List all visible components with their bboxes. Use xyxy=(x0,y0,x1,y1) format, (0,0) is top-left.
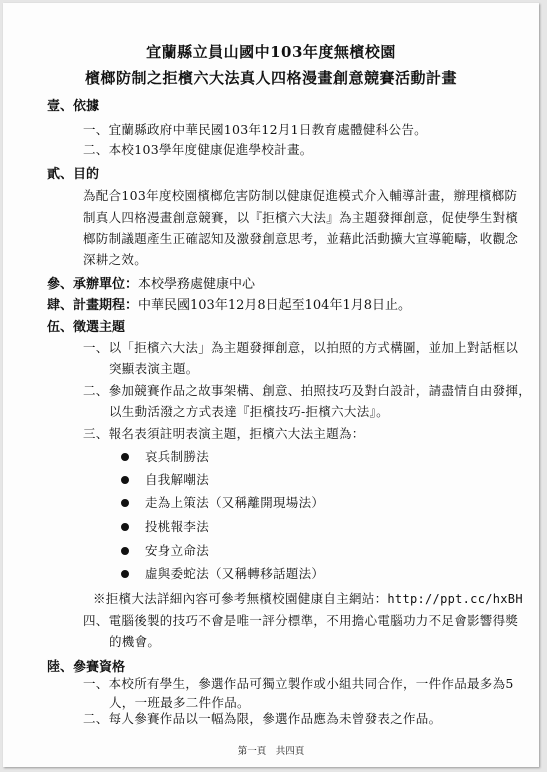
schedule-text: 中華民國103年12月8日起至104年1月8日止。 xyxy=(138,298,411,313)
purpose-line-1: 為配合103年度校園檳榔危害防制以健康促進模式介入輔導計畫，辦理檳榔防 xyxy=(83,188,518,203)
bullet-icon xyxy=(121,476,129,484)
purpose-line-2: 制真人四格漫畫創意競賽，以『拒檳六大法』為主題發揮創意，促使學生對檳 xyxy=(83,210,519,225)
method-list-item: 自我解嘲法 xyxy=(121,470,209,488)
theme-item1-line2: 突顯表演主題。 xyxy=(109,361,199,376)
method-list-item: 安身立命法 xyxy=(121,541,209,559)
page-number: 第一頁 共四頁 xyxy=(237,746,305,757)
section-heading-eligibility: 陸、參賽資格 xyxy=(47,660,126,675)
method-list-item: 哀兵制勝法 xyxy=(121,447,209,465)
eligibility-item1-line1: 一、本校所有學生，參選作品可獨立製作或小組共同合作，一件作品最多為5 xyxy=(83,676,514,691)
website-link[interactable]: http://ppt.cc/hxBH xyxy=(387,592,523,606)
theme-item2-line1: 二、參加競賽作品之故事架構、創意、拍照技巧及對白設計，請盡情自由發揮， xyxy=(83,383,532,398)
method-list-item: 投桃報李法 xyxy=(121,517,209,535)
document-page xyxy=(3,3,539,767)
bullet-icon xyxy=(121,570,129,578)
website-note-text: ※拒檳大法詳細內容可參考無檳校園健康自主網站： xyxy=(93,591,388,606)
method-list-item: 虛與委蛇法（又稱轉移話題法） xyxy=(121,564,324,582)
purpose-line-4: 深耕之效。 xyxy=(83,252,148,267)
document-title-line1: 宜蘭縣立員山國中103年度無檳校園 xyxy=(146,43,396,61)
bullet-icon xyxy=(121,547,129,555)
section-heading-theme: 伍、徵選主題 xyxy=(47,320,126,335)
theme-item4-line1: 四、電腦後製的技巧不會是唯一評分標準，不用擔心電腦功力不足會影響得獎 xyxy=(83,613,519,628)
basis-item-2: 二、本校103學年度健康促進學校計畫。 xyxy=(83,142,313,157)
purpose-line-3: 榔防制議題產生正確認知及激發創意思考，並藉此活動擴大宣導範疇，收觀念 xyxy=(83,231,519,246)
theme-item3: 三、報名表須註明表演主題，拒檳六大法主題為： xyxy=(83,426,365,441)
section-schedule xyxy=(47,294,411,313)
document-title-line2: 檳榔防制之拒檳六大法真人四格漫畫創意競賽活動計畫 xyxy=(84,69,457,87)
theme-item2-line2: 以生動活潑之方式表達『拒檳技巧-拒檳六大法』。 xyxy=(109,404,389,419)
theme-item1-line1: 一、以「拒檳六大法」為主題發揮創意，以拍照的方式構圖，並加上對話框以 xyxy=(83,340,519,355)
organizer-text: 本校學務處健康中心 xyxy=(138,277,256,292)
theme-item4-line2: 的機會。 xyxy=(109,634,161,649)
bullet-icon xyxy=(121,523,129,531)
bullet-icon xyxy=(121,499,129,507)
eligibility-item1-line2: 人，一班最多二件作品。 xyxy=(109,695,250,710)
schedule-heading: 肆、計畫期程： xyxy=(47,298,139,313)
eligibility-item2: 二、每人參賽作品以一幅為限，參選作品應為未曾發表之作品。 xyxy=(83,711,442,726)
section-heading-purpose: 貳、目的 xyxy=(47,167,100,182)
section-organizer xyxy=(47,273,255,292)
basis-item-1: 一、宜蘭縣政府中華民國103年12月1日教育處體健科公告。 xyxy=(83,122,427,137)
method-list-item: 走為上策法（又稱離開現場法） xyxy=(121,493,324,511)
section-heading-basis: 壹、依據 xyxy=(47,99,100,114)
organizer-heading: 參、承辦單位： xyxy=(47,277,139,292)
bullet-icon xyxy=(121,453,129,461)
website-note xyxy=(93,589,523,607)
